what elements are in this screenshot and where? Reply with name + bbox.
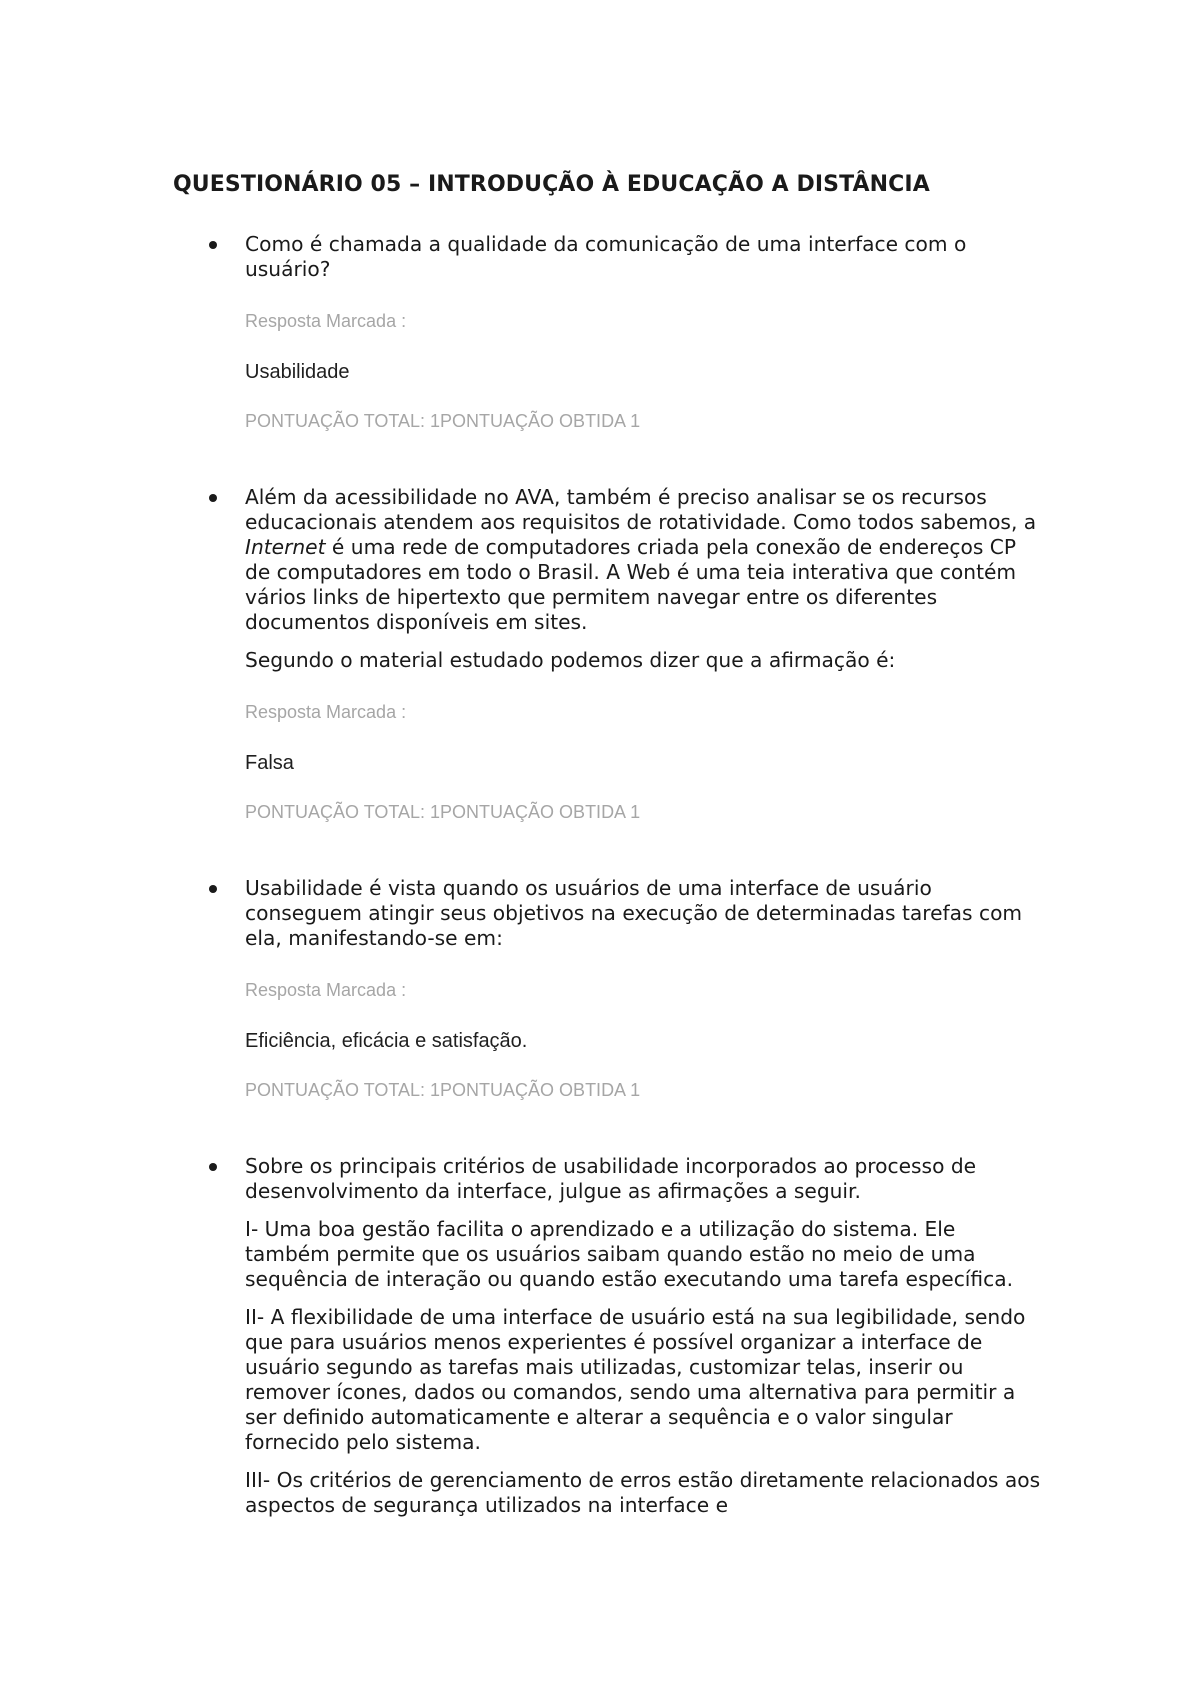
answer-value: Falsa [245, 752, 294, 774]
question-text: Usabilidade é vista quando os usuários de uma interface de usuário conseguem atingir seus objetivos na execução de determinadas tarefas com ela, manifestando-se em: [245, 876, 1023, 950]
question-text-part: Além da acessibilidade no AVA, também é preciso analisar se os recursos educacionais atendem aos requisitos de rotatividade. Como todos sabemos, a [245, 485, 1037, 534]
answer-label: Resposta Marcada : [245, 311, 407, 331]
bullet-icon [209, 241, 217, 249]
question-text [245, 485, 1045, 635]
bullet-icon [209, 885, 217, 893]
bullet-icon [209, 1163, 217, 1171]
score-text: PONTUAÇÃO TOTAL: 1PONTUAÇÃO OBTIDA 1 [245, 411, 641, 431]
question-item [245, 232, 1045, 433]
question-text-italic: Internet [245, 535, 326, 559]
score-text: PONTUAÇÃO TOTAL: 1PONTUAÇÃO OBTIDA 1 [245, 1080, 641, 1100]
question-item [245, 485, 1045, 824]
bullet-icon [209, 494, 217, 502]
answer-value: Usabilidade [245, 361, 350, 383]
question-item [245, 1154, 1045, 1518]
answer-value: Eficiência, eficácia e satisfação. [245, 1030, 528, 1052]
statement-text: II- A flexibilidade de uma interface de usuário está na sua legibilidade, sendo que para usuários menos experientes é possível organizar a interface de usuário segundo as tarefas mais utilizadas, customizar telas, inserir ou remover ícones, dados ou comandos, sendo uma alternativa para permitir a ser definido automaticamente e alterar a sequência e o valor singular fornecido pelo sistema. [245, 1305, 1026, 1454]
question-list [245, 232, 1045, 1518]
question-text-part: é uma rede de computadores criada pela conexão de endereços CP de computadores em todo o Brasil. A Web é uma teia interativa que contém vários links de hipertexto que permitem navegar entre os diferentes documentos disponíveis em sites. [245, 535, 1017, 634]
question-item [245, 876, 1045, 1102]
score-text: PONTUAÇÃO TOTAL: 1PONTUAÇÃO OBTIDA 1 [245, 802, 641, 822]
document-title: QUESTIONÁRIO 05 – INTRODUÇÃO À EDUCAÇÃO A DISTÂNCIA [173, 172, 930, 197]
statement-text: I- Uma boa gestão facilita o aprendizado e a utilização do sistema. Ele também permite que os usuários saibam quando estão no meio de uma sequência de interação ou quando estão executando uma tarefa específica. [245, 1217, 1014, 1291]
question-text: Sobre os principais critérios de usabilidade incorporados ao processo de desenvolvimento da interface, julgue as afirmações a seguir. [245, 1154, 977, 1203]
question-text: Como é chamada a qualidade da comunicação de uma interface com o usuário? [245, 232, 967, 281]
answer-label: Resposta Marcada : [245, 702, 407, 722]
statement-text: III- Os critérios de gerenciamento de erros estão diretamente relacionados aos aspectos de segurança utilizados na interface e [245, 1468, 1041, 1517]
answer-label: Resposta Marcada : [245, 980, 407, 1000]
question-followup: Segundo o material estudado podemos dizer que a afirmação é: [245, 648, 896, 672]
